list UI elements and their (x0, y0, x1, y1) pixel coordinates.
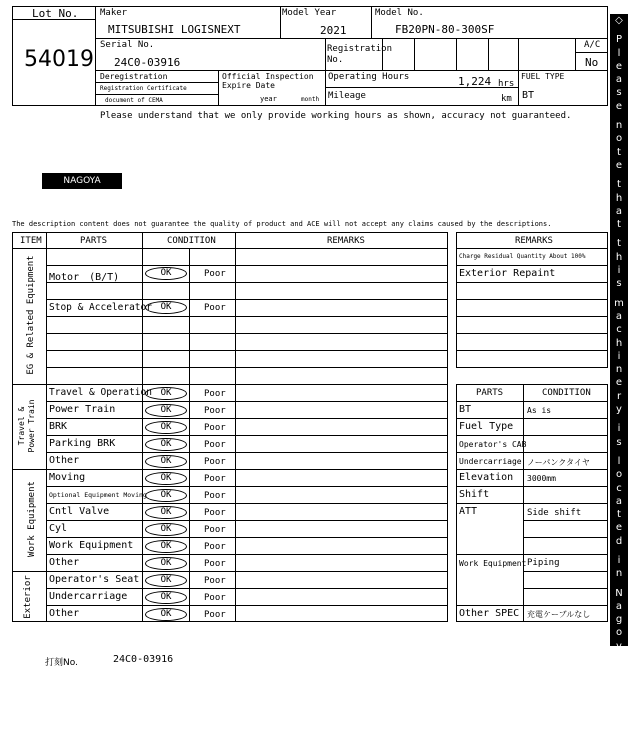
ok-badge: OK (145, 455, 187, 468)
divider (46, 367, 448, 368)
sidebar-char: a (615, 205, 623, 217)
divider (456, 248, 608, 249)
divider (46, 418, 448, 419)
divider (46, 316, 448, 317)
spec-part: Operator's CAB (459, 440, 527, 449)
divider (235, 232, 236, 622)
sidebar-char: c (616, 482, 622, 494)
sidebar-char: e (615, 60, 623, 72)
sidebar-char: P (615, 34, 623, 46)
model-no-value: FB20PN-80-300SF (395, 23, 495, 36)
spec-part: Shift (459, 489, 490, 500)
poor-option: Poor (204, 542, 226, 552)
divider (456, 299, 608, 300)
spec-part: Elevation (459, 472, 514, 483)
lot-number: 54019 (24, 47, 94, 72)
ok-badge: OK (145, 489, 187, 502)
sidebar-char: i (617, 554, 621, 566)
sidebar-char: n (615, 120, 623, 132)
spec-condition: Piping (527, 558, 560, 568)
header-row2-line (96, 70, 608, 71)
sidebar-char: t (617, 146, 621, 158)
cema-label: document of CEMA (105, 97, 163, 104)
spec-part: Fuel Type (459, 421, 514, 432)
serial-value: 24C0-03916 (114, 56, 181, 69)
poor-option: Poor (204, 389, 226, 399)
sidebar-char: s (616, 278, 622, 290)
serial-label: Serial No. (100, 40, 155, 50)
col-parts: PARTS (80, 236, 108, 246)
sidebar-char: l (617, 455, 621, 467)
sidebar-char: r (616, 699, 622, 711)
sidebar-char: a (615, 310, 623, 322)
col-item: ITEM (20, 236, 42, 246)
divider (456, 333, 608, 334)
divider (456, 38, 457, 70)
divider (456, 503, 608, 504)
ok-badge: OK (145, 438, 187, 451)
divider (523, 537, 608, 538)
notice-text: Please understand that we only provide working hours as shown, accuracy not guaranteed. (100, 111, 572, 121)
month-label: month (301, 96, 320, 103)
divider (456, 316, 608, 317)
right-remarks-header: REMARKS (515, 236, 553, 246)
divider (46, 401, 448, 402)
sidebar-char: a (615, 495, 623, 507)
location-badge (42, 173, 122, 189)
model-no-label: Model No. (375, 8, 424, 18)
poor-option: Poor (204, 508, 226, 518)
divider (456, 452, 608, 453)
hrs-label: hrs (498, 79, 515, 89)
divider (46, 605, 448, 606)
part-row: Optional Equipment Moving (49, 491, 147, 499)
mileage-label: Mileage (328, 91, 366, 101)
ok-badge: OK (145, 267, 187, 280)
ok-badge: OK (145, 421, 187, 434)
sidebar-char: c (616, 324, 622, 336)
divider (46, 588, 448, 589)
divider (12, 469, 448, 470)
sidebar-char: t (617, 238, 621, 250)
sidebar-char: e (615, 522, 623, 534)
group-work-label: Work Equipment (27, 481, 37, 557)
ok-badge: OK (145, 540, 187, 553)
divider (456, 605, 608, 606)
poor-option: Poor (204, 303, 226, 313)
divider (456, 418, 608, 419)
divider (414, 38, 415, 70)
divider (575, 52, 608, 53)
sidebar-char: o (615, 627, 623, 639)
poor-option: Poor (204, 423, 226, 433)
divider (46, 265, 448, 266)
sidebar-char: e (615, 100, 623, 112)
part-row: Power Train (49, 404, 116, 415)
km-label: km (501, 94, 512, 104)
sidebar-char: t (617, 219, 621, 231)
spec-condition: Side shift (527, 508, 582, 518)
divider (46, 452, 448, 453)
divider (46, 503, 448, 504)
divider (218, 70, 219, 106)
fuel-type-value: BT (522, 90, 535, 101)
divider (456, 435, 608, 436)
part-row: Operator's Seat (49, 574, 140, 585)
divider (456, 265, 608, 266)
divider (382, 38, 383, 70)
group-travel-label: Travel & Power Train (17, 399, 36, 453)
spec-condition: As is (527, 406, 552, 415)
divider (523, 588, 608, 589)
poor-option: Poor (204, 406, 226, 416)
poor-option: Poor (204, 440, 226, 450)
sidebar-char: a (615, 600, 623, 612)
divider (46, 486, 448, 487)
poor-option: Poor (204, 593, 226, 603)
maker-value: MITSUBISHI LOGISNEXT (108, 23, 241, 36)
spec-part: Work Equipment (459, 559, 527, 568)
sidebar-char: a (615, 74, 623, 86)
op-hours-label: Operating Hours (328, 72, 410, 82)
sidebar-char: t (617, 179, 621, 191)
part-row: Work Equipment (49, 540, 134, 551)
divider (142, 232, 143, 622)
poor-option: Poor (204, 576, 226, 586)
spec-part: Undercarriage (459, 457, 522, 466)
registration-label: Registration No. (327, 44, 393, 65)
sidebar-char: i (617, 265, 621, 277)
part-row: Travel & Operation (49, 387, 152, 398)
sidebar-char: h (615, 251, 623, 263)
ok-badge: OK (145, 574, 187, 587)
spec-part: ATT (459, 506, 478, 517)
part-row: Undercarriage (49, 591, 128, 602)
part-row: Motor (B/T) (49, 272, 120, 283)
stamp-value: 24C0-03916 (113, 654, 174, 665)
ok-badge: OK (145, 301, 187, 314)
divider (456, 469, 608, 470)
dereg-label: Deregistration (100, 72, 168, 81)
ok-badge: OK (145, 506, 187, 519)
model-year-value: 2021 (320, 24, 347, 37)
sidebar-char: Y (615, 673, 623, 685)
ac-value: No (585, 56, 599, 69)
divider (456, 350, 608, 351)
divider (371, 6, 372, 38)
group-exterior-label: Exterior (23, 575, 33, 619)
sidebar-char: a (615, 686, 623, 698)
sidebar-char: n (615, 364, 623, 376)
divider (96, 82, 218, 83)
part-row: Cyl (49, 523, 68, 534)
lot-label: Lot No. (32, 7, 79, 20)
inspection-label: Official Inspection Expire Date (222, 72, 314, 90)
ok-badge: OK (145, 387, 187, 400)
divider (12, 248, 448, 249)
col-condition: CONDITION (167, 236, 216, 246)
poor-option: Poor (204, 457, 226, 467)
divider (523, 571, 608, 572)
divider (518, 70, 519, 106)
sidebar-char: o (615, 469, 623, 481)
sidebar-char: ◇ (615, 15, 623, 26)
spec-condition: ノーパンクタイヤ (527, 458, 590, 467)
sidebar-char: h (615, 337, 623, 349)
sidebar-char: e (615, 377, 623, 389)
reg-cert-label: Registration Certificate (100, 85, 187, 92)
divider (46, 435, 448, 436)
sidebar-char: a (615, 654, 623, 666)
spec-part: Other SPEC (459, 608, 520, 619)
sidebar-char: N (615, 587, 623, 599)
charge-note: Charge Residual Quantity About 100% (459, 253, 586, 260)
divider (456, 554, 608, 555)
sidebar-char: y (616, 404, 622, 416)
spec-part: BT (459, 404, 472, 415)
poor-option: Poor (204, 491, 226, 501)
divider (46, 232, 47, 622)
ok-badge: OK (145, 557, 187, 570)
year-label: year (260, 95, 277, 103)
sidebar-char: s (616, 87, 622, 99)
ok-badge: OK (145, 472, 187, 485)
part-row: Other (49, 557, 80, 568)
divider (456, 401, 608, 402)
divider (456, 282, 608, 283)
sidebar-char: s (616, 436, 622, 448)
sidebar-char: g (615, 614, 623, 626)
part-row: BRK (49, 421, 68, 432)
divider (325, 38, 326, 70)
divider (12, 384, 448, 385)
sidebar-char: i (617, 423, 621, 435)
ac-label: A/C (584, 40, 601, 50)
sidebar-char: t (617, 509, 621, 521)
part-row: Parking BRK (49, 438, 116, 449)
poor-option: Poor (204, 559, 226, 569)
divider (96, 94, 218, 95)
stamp-label: 打刻No. (45, 658, 78, 668)
location-badge-label: NAGOYA (63, 176, 101, 186)
location-sidebar (610, 14, 628, 744)
parts-col-header: PARTS (476, 388, 504, 398)
spec-condition: 3000mm (527, 474, 556, 483)
divider (46, 520, 448, 521)
sidebar-char: o (615, 133, 623, 145)
col-remarks: REMARKS (327, 236, 365, 246)
sidebar-char: l (617, 47, 621, 59)
disclaimer-text: The description content does not guarantee the quality of product and ACE will not accept any claims caused by the descriptions. (12, 220, 552, 228)
divider (46, 333, 448, 334)
sidebar-char: y (616, 640, 622, 652)
group-eg-label: EG & Related Equipment (26, 255, 36, 375)
condition-col-header: CONDITION (542, 388, 591, 398)
sidebar-char: h (615, 192, 623, 204)
part-row: Cntl Valve (49, 506, 110, 517)
part-row: Stop & Accelerator (49, 302, 152, 313)
divider (46, 299, 448, 300)
divider (456, 486, 608, 487)
poor-option: Poor (204, 474, 226, 484)
sidebar-char: i (617, 350, 621, 362)
maker-label: Maker (100, 8, 128, 18)
sidebar-char: d (615, 713, 623, 725)
poor-option: Poor (204, 525, 226, 535)
remarks-line1: Exterior Repaint (459, 268, 556, 279)
sidebar-char: ◇ (615, 732, 623, 744)
header-row1-line (96, 38, 608, 39)
spec-condition: 充電ケーブルなし (527, 610, 591, 619)
poor-option: Poor (204, 610, 226, 620)
divider (280, 6, 281, 38)
sidebar-char: m (614, 297, 624, 309)
divider (46, 537, 448, 538)
divider (575, 38, 576, 70)
ok-badge: OK (145, 608, 187, 621)
poor-option: Poor (204, 269, 226, 279)
divider (518, 38, 519, 70)
sidebar-char: n (615, 568, 623, 580)
part-row: Other (49, 608, 80, 619)
ok-badge: OK (145, 523, 187, 536)
ok-badge: OK (145, 591, 187, 604)
model-year-label: Model Year (282, 8, 337, 18)
ok-badge: OK (145, 404, 187, 417)
divider (46, 350, 448, 351)
part-row: Other (49, 455, 80, 466)
divider (325, 70, 326, 106)
part-row: Moving (49, 472, 86, 483)
sidebar-char: d (615, 535, 623, 547)
op-hours-value: 1,224 (458, 75, 492, 88)
divider (46, 554, 448, 555)
divider (12, 571, 448, 572)
fuel-type-label: FUEL TYPE (521, 72, 565, 81)
sidebar-char: r (616, 390, 622, 402)
divider (488, 38, 489, 70)
divider (523, 520, 608, 521)
sidebar-char: e (615, 159, 623, 171)
